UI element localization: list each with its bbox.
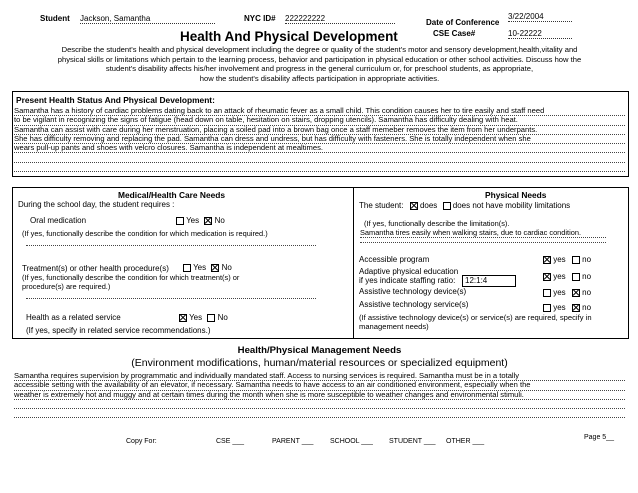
oral-medication-no-checkbox[interactable]	[204, 217, 212, 225]
management-subheading: (Environment modifications, human/material resources or specialized equipment)	[131, 357, 508, 369]
at-service-options	[543, 303, 591, 312]
yes-label: Yes	[186, 216, 200, 225]
no-label: No	[221, 263, 232, 272]
present-health-line	[14, 153, 625, 162]
staffing-ratio-label: if yes indicate staffing ratio:	[359, 276, 456, 285]
oral-medication-note: (If yes, functionally describe the condition for which medication is required.)	[22, 229, 268, 238]
related-service-note: (If yes, specify in related service recommendations.)	[26, 326, 211, 335]
copy-parent[interactable]: PARENT ___	[272, 438, 314, 445]
yes-label: yes	[553, 288, 566, 297]
accessible-program-options	[543, 255, 591, 264]
student-label: The student:	[359, 201, 404, 210]
no-label: no	[582, 303, 592, 312]
accessible-program-no-checkbox[interactable]	[572, 256, 580, 264]
at-service-label: Assistive technology service(s)	[359, 300, 469, 309]
no-label: No	[217, 313, 228, 322]
yes-label: yes	[553, 272, 566, 281]
nyc-id-label: NYC ID#	[244, 14, 276, 23]
present-health-text[interactable]	[14, 107, 625, 172]
related-service-no-checkbox[interactable]	[207, 314, 215, 322]
present-health-line: Samantha has a history of cardiac problems dating back to an attack of rheumatic fever as a small child. This condition causes her to tire easily and staff need	[14, 107, 625, 116]
treatment-line[interactable]	[26, 298, 316, 299]
page-title: Health And Physical Development	[180, 29, 398, 44]
copy-school[interactable]: SCHOOL ___	[330, 438, 373, 445]
copy-cse[interactable]: CSE ___	[216, 438, 245, 445]
mobility-row	[359, 201, 570, 210]
at-device-yes-checkbox[interactable]	[543, 289, 551, 297]
at-service-no-checkbox[interactable]	[572, 304, 580, 312]
yes-label: Yes	[193, 263, 207, 272]
no-label: no	[582, 272, 592, 281]
yes-label: Yes	[189, 313, 203, 322]
management-line: accessible setting with the availability of an elevator, if necessary. Samantha needs to have access to an air conditioned environment, especially when the	[14, 381, 625, 390]
mobility-note: (If yes, functionally describe the limitation(s).	[364, 219, 510, 228]
mobility-does-not-checkbox[interactable]	[443, 202, 451, 210]
student-name-field[interactable]: Jackson, Samantha	[80, 14, 215, 24]
treatment-note: (If yes, functionally describe the condition for which treatment(s) or procedure(s) are required.)	[22, 273, 240, 291]
conference-date-field[interactable]: 3/22/2004	[508, 12, 572, 22]
present-health-heading: Present Health Status And Physical Development:	[16, 95, 215, 105]
no-label: No	[214, 216, 225, 225]
yes-label: yes	[553, 255, 566, 264]
instruction-line: how the student's disability affects participation in appropriate activities.	[199, 73, 440, 83]
page-number: Page 5__	[584, 434, 614, 441]
instructions	[14, 45, 625, 83]
accessible-program-label: Accessible program	[359, 255, 430, 264]
treatment-options	[183, 263, 232, 272]
no-label: no	[582, 288, 592, 297]
at-device-options	[543, 288, 591, 297]
nyc-id-field[interactable]: 222222222	[285, 14, 395, 24]
present-health-line: Samantha can assist with care during her menstruation, placing a soiled pad into a brown bag once a staff memeber removes the item from her underpants.	[14, 126, 625, 135]
physical-heading: Physical Needs	[485, 190, 547, 200]
staffing-ratio-field[interactable]: 12:1:4	[462, 275, 516, 287]
related-service-yes-checkbox[interactable]	[179, 314, 187, 322]
at-service-yes-checkbox[interactable]	[543, 304, 551, 312]
adaptive-pe-label: Adaptive physical education	[359, 267, 459, 276]
present-health-line: to be vigilant in recognizing the signs of fatigue (head down on table, hesitation on stairs, dropping utencils). Samantha has difficulty dealing with heat.	[14, 116, 625, 125]
copy-other[interactable]: OTHER ___	[446, 438, 485, 445]
yes-label: yes	[553, 303, 566, 312]
mobility-does-checkbox[interactable]	[410, 202, 418, 210]
medical-intro: During the school day, the student requires :	[18, 200, 175, 209]
needs-divider	[353, 187, 354, 339]
present-health-line	[14, 163, 625, 172]
adaptive-pe-no-checkbox[interactable]	[572, 273, 580, 281]
cse-case-label: CSE Case#	[433, 29, 476, 38]
management-line	[14, 400, 625, 409]
copy-student[interactable]: STUDENT ___	[389, 438, 436, 445]
no-label: no	[582, 255, 592, 264]
at-note: (If assistive technology device(s) or service(s) are required, specify in management needs)	[359, 313, 592, 331]
management-line: Samantha requires supervision by programmatic and individually mandated staff. Access to nursing services is required. Samantha must be in a totally	[14, 372, 625, 381]
adaptive-pe-yes-checkbox[interactable]	[543, 273, 551, 281]
medical-heading: Medical/Health Care Needs	[118, 190, 226, 200]
conference-date-label: Date of Conference	[426, 18, 500, 27]
management-line	[14, 409, 625, 418]
oral-medication-yes-checkbox[interactable]	[176, 217, 184, 225]
related-service-label: Health as a related service	[26, 313, 121, 322]
management-text[interactable]	[14, 372, 625, 418]
oral-medication-label: Oral medication	[30, 216, 87, 225]
adaptive-pe-options	[543, 272, 591, 281]
does-label: does	[419, 201, 438, 210]
mobility-description[interactable]: Samantha tires easily when walking stairs, due to cardiac condition.	[360, 228, 606, 238]
copy-for-label: Copy For:	[126, 438, 157, 445]
oral-medication-line[interactable]	[26, 245, 316, 246]
accessible-program-yes-checkbox[interactable]	[543, 256, 551, 264]
management-line: weather is extremely hot and muggy and at certain times during the month when she is more susceptible to weather changes and environmental stimuli.	[14, 391, 625, 400]
at-device-label: Assistive technology device(s)	[359, 287, 467, 296]
cse-case-field[interactable]: 10-22222	[508, 29, 572, 39]
management-heading: Health/Physical Management Needs	[237, 345, 402, 356]
present-health-line: She has difficulty removing and replacing the pad. Samantha can dress and undress, but has difficulty with fasteners. She is totally independent when she	[14, 135, 625, 144]
does-not-label: does not have mobility limitations	[452, 201, 571, 210]
treatment-yes-checkbox[interactable]	[183, 264, 191, 272]
at-device-no-checkbox[interactable]	[572, 289, 580, 297]
instruction-line: physical skills or limitations which pertain to the learning process, behavior and participation in physical education or other school activities. Discuss how the	[57, 54, 582, 64]
treatment-no-checkbox[interactable]	[211, 264, 219, 272]
mobility-line[interactable]	[360, 242, 606, 243]
student-label: Student	[40, 14, 70, 23]
related-service-options	[179, 313, 228, 322]
oral-medication-options	[176, 216, 225, 225]
instruction-line: student's disability affects his/her involvement and progress in the general curriculum or, for preschool students, as appropriate,	[105, 64, 534, 74]
instruction-line: Describe the student's health and physical development including the degree or quality of the student's motor and sensory development,health,vitality and	[61, 45, 578, 54]
treatment-label: Treatment(s) or other health procedure(s)	[22, 264, 169, 273]
present-health-line: wears pull-up pants and shoes with velcro closures. Samantha is independent at mealtimes.	[14, 144, 625, 153]
